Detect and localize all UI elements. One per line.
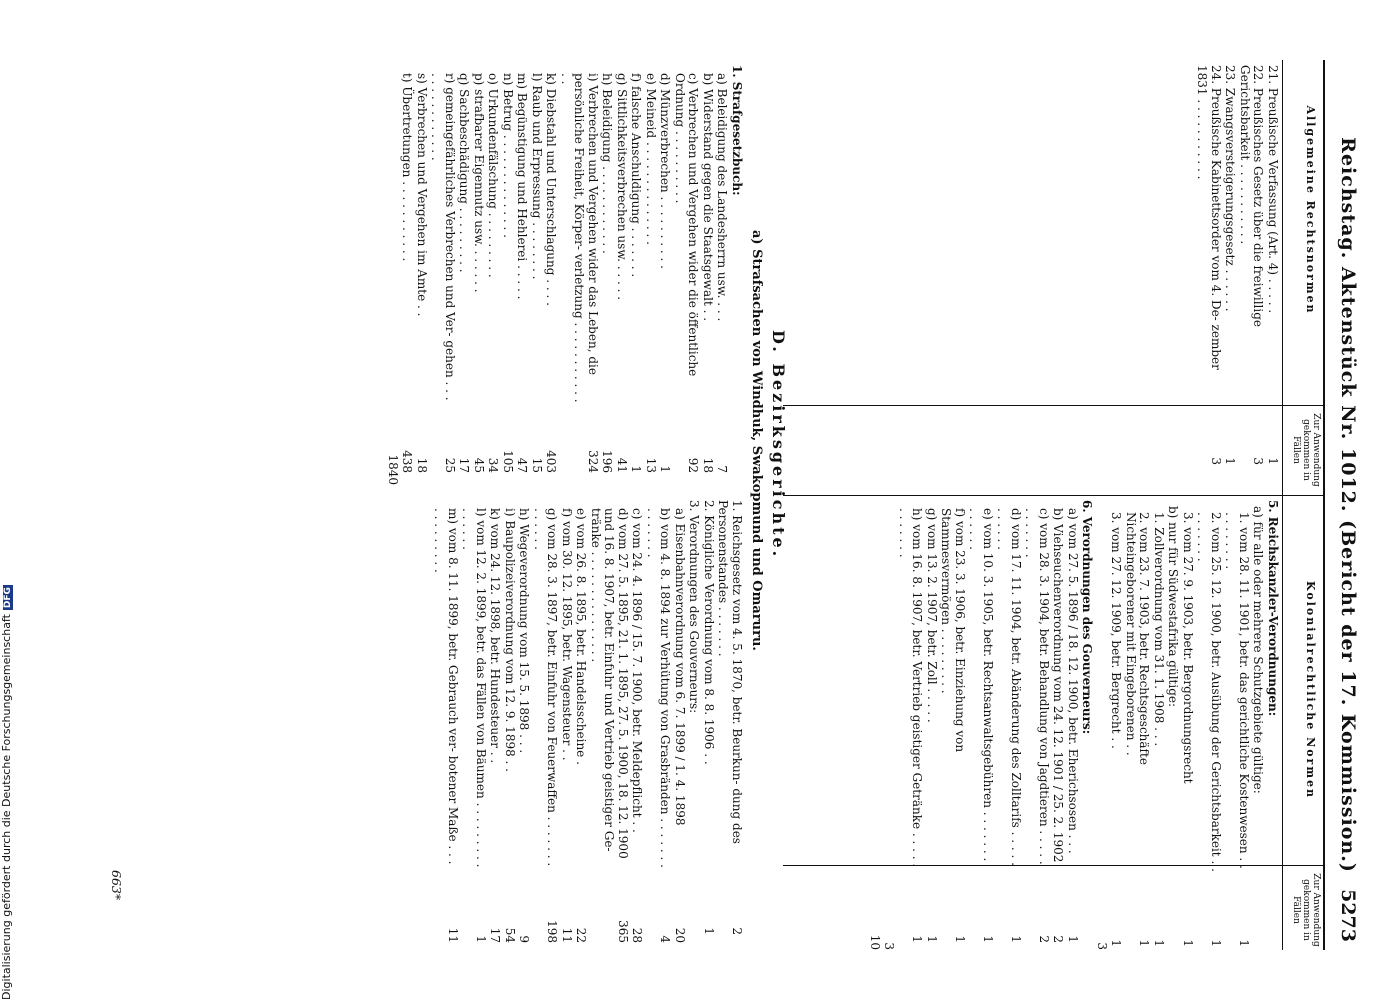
section-roman: D. (769, 330, 788, 355)
item-text: 22. Preußisches Gesetz über die freiwillige Gerichtsbarkeit . . . . . . . . . . . (1238, 65, 1266, 328)
list-item (882, 500, 896, 950)
item-count: 1 (953, 935, 967, 943)
section-heading (769, 330, 788, 560)
list-item (532, 500, 559, 950)
item-text: b) vom 4. 8. 1894 zur Verhütung von Grasbränden . . . . . . . . . . . . . . (645, 508, 673, 868)
list-item (658, 65, 673, 473)
item-count (1166, 866, 1180, 926)
item-text (1095, 500, 1109, 860)
list-item (415, 65, 429, 473)
item-text: s) Verbrechen und Vergehen im Amte . . (415, 73, 429, 317)
list-item (486, 65, 501, 473)
item-count: 1 (1066, 935, 1080, 943)
item-count: 2 (730, 927, 744, 935)
item-text: b) Widerstand gegen die Staatsgewalt . . (701, 73, 715, 322)
item-count: 47 (515, 457, 530, 473)
list-item (600, 65, 615, 473)
list-item (967, 500, 994, 950)
list-item (715, 65, 730, 473)
item-text: 6. Verordnungen des Gouverneurs: (1080, 500, 1095, 735)
list-item (1223, 500, 1250, 950)
list-item (716, 500, 743, 950)
item-text (868, 500, 882, 860)
item-count: 9 (517, 935, 532, 943)
item-count: 4 (658, 935, 673, 943)
list-item (400, 65, 415, 473)
item-text: e) vom 26. 8. 1895, betr. Handelsscheine . (574, 508, 589, 765)
list-item (429, 65, 457, 473)
item-count: 1840 (386, 454, 400, 485)
item-text: 23. Zwangsversteigerungsgesetz . . . . . . (1223, 65, 1238, 312)
list-item (1266, 500, 1280, 950)
list-item (644, 65, 658, 473)
right-column-head: Kolonialrechtliche Normen (1304, 581, 1317, 799)
list-item (460, 500, 487, 950)
list-item (386, 65, 400, 485)
right-top-list (867, 500, 1280, 950)
item-text: f) vom 30. 12. 1895, betr. Wagensteuer . . (560, 508, 574, 761)
item-count: 1 (1109, 939, 1124, 947)
item-count: 3 (882, 942, 897, 950)
list-item (925, 500, 939, 950)
item-text (882, 500, 896, 860)
item-count: 1 (910, 935, 925, 943)
item-count: 365 (616, 920, 630, 943)
item-count: 13 (644, 457, 658, 473)
list-item (995, 500, 1022, 950)
item-count: 438 (400, 450, 415, 473)
right-count-head: Zur Anwendung gekommen in Fällen (1291, 873, 1321, 947)
item-text: r) gemeingefährliches Verbrechen und Ver- gehen . . . . . . . . . . . . . . . (429, 73, 457, 401)
item-text: a) vom 27. 5. 1896 / 18. 12. 1900, betr. Eherichsosen . . . (1066, 508, 1080, 854)
item-count: 105 (501, 450, 515, 473)
item-text: a) Eisenbahnverordnung vom 6. 7. 1899 / 1. 4. 1898 (673, 508, 687, 826)
item-text: d) Münzverbrechen . . . . . . . . . . (658, 73, 673, 269)
list-item (1124, 500, 1151, 950)
list-item (1023, 500, 1050, 950)
side-note-text: Digitalisierung gefördert durch die Deutsche Forschungsgemeinschaft (0, 614, 13, 1000)
item-count (1266, 860, 1280, 920)
list-item (629, 65, 644, 473)
footer-mark: 663* (109, 870, 124, 901)
list-item (457, 65, 472, 473)
item-text: h) Beleidigung . . . . . . . . . . . . (600, 73, 615, 254)
item-count: 18 (415, 457, 429, 473)
list-item (1152, 500, 1166, 950)
item-count (730, 395, 744, 455)
item-text: d) vom 17. 11. 1904, betr. Abänderung des Zolltarifs . . . . . . . . . . . (995, 508, 1023, 866)
item-text: g) vom 13. 2. 1907, betr. Zoll . . . . . (925, 508, 939, 723)
list-item (645, 500, 672, 950)
list-item (1195, 500, 1222, 950)
left-column-head: Allgemeine Rechtsnormen (1304, 105, 1317, 315)
list-item (559, 65, 600, 473)
item-count: 1 (629, 465, 644, 473)
item-count: 1 (474, 935, 488, 943)
list-item (1195, 65, 1222, 465)
item-count: 1 (1137, 939, 1152, 947)
item-count: 1 (1152, 939, 1166, 947)
item-count: 17 (457, 457, 472, 473)
list-item (530, 65, 544, 473)
left-top-list (1194, 65, 1279, 465)
section-subheading: a) Strafsachen von Windhuk, Swakopmund und Omaruru. (749, 230, 764, 651)
list-item (1251, 500, 1265, 950)
left-bottom-list (385, 65, 744, 485)
item-count: 7 (715, 465, 730, 473)
item-text: l) vom 12. 2. 1899, betr. das Fällen von Bäumen . . . . . . . . . . . . . . . (460, 508, 488, 868)
item-count (687, 860, 701, 935)
item-text: e) Meineid . . . . . . . . . . . . . . (644, 73, 658, 245)
item-count: 11 (446, 927, 460, 943)
item-text: 2. Königliche Verordnung vom 8. 8. 1906 . . (702, 500, 716, 765)
list-item (432, 500, 459, 950)
list-item (1238, 65, 1265, 465)
item-count: 45 (472, 457, 486, 473)
item-text: e) vom 10. 3. 1905, betr. Rechtsanwaltsgebühren . . . . . . . . . . . . . (967, 508, 995, 862)
item-count: 22 (574, 927, 589, 943)
item-count: 17 (488, 927, 503, 943)
item-count: 2 (1037, 935, 1051, 943)
item-text: p) strafbarer Eigennutz usw. . . . . . . (472, 73, 486, 293)
list-item (488, 500, 502, 950)
list-item (517, 500, 531, 950)
item-text: 1. Strafgesetzbuch: (730, 65, 744, 196)
item-text: 2. vom 23. 7. 1903, betr. Rechtsgeschäfte Nichteingeborener mit Eingeborenen . . (1124, 512, 1152, 765)
list-item (615, 65, 629, 473)
item-text: 3. Verordnungen des Gouverneurs: (687, 500, 702, 714)
list-item (1266, 65, 1280, 465)
item-count: 18 (701, 457, 715, 473)
item-count: 92 (686, 457, 701, 473)
item-text: b) Viehseuchenverordnung vom 24. 12. 1901 / 25. 2. 1902 (1051, 508, 1066, 863)
item-text: 3. vom 27. 12. 1909, betr. Bergrecht . . (1109, 512, 1124, 749)
page-number: 5273 (1337, 889, 1359, 942)
item-count: 324 (586, 450, 600, 473)
item-count: 1 (658, 465, 673, 473)
item-text: i) Verbrechen und Vergehen wider das Leben, die persönliche Freiheit, Körper- verletzung . . . . . . . . . . . . . (559, 73, 600, 403)
list-item (544, 65, 559, 473)
list-item (687, 500, 701, 950)
item-count: 25 (443, 457, 457, 473)
item-count: 15 (530, 457, 544, 473)
list-item (1181, 500, 1195, 950)
item-text: k) vom 24. 12. 1898, betr. Hundesteuer . . (488, 508, 503, 764)
item-count: 54 (503, 927, 517, 943)
page-header (1323, 60, 1365, 950)
item-text: c) vom 24. 4. 1896 / 15. 7. 1900, betr. Meldepflicht . . (630, 508, 645, 833)
item-count: 11 (560, 927, 574, 943)
item-count: 10 (868, 934, 882, 950)
dfg-logo: DFG (3, 587, 13, 609)
item-text: b) nur für Südwestafrika gültige: (1166, 506, 1181, 708)
item-text: a) Beleidigung des Landesherrn usw. . . . (715, 73, 730, 322)
item-text: t) Übertretungen . . . . . . . . . . . (400, 73, 415, 262)
item-count: 198 (545, 920, 560, 943)
item-text: 2. vom 25. 12. 1900, betr. Ausübung der Gerichtsbarkeit . . . . . . . . . (1195, 512, 1223, 872)
list-item (702, 500, 716, 950)
item-count: 3 (1251, 457, 1266, 465)
item-text: f) falsche Anschuldigung . . . . . . . (629, 73, 644, 278)
list-item (897, 500, 924, 950)
item-text: m) vom 8. 11. 1899, betr. Gebrauch ver- botener Maße . . . . . . . . . . . . (432, 508, 460, 865)
item-count: 1 (1266, 457, 1280, 465)
list-item (515, 65, 530, 473)
head-rule (1282, 60, 1283, 950)
item-count: 3 (1209, 457, 1223, 465)
item-text: d) vom 27. 5. 1895, 21. 1. 1895, 27. 5. 1900, 18. 12. 1900 und 16. 8. 1907, betr. Einfuhr und Vertrieb geistiger Ge- tränke . . . . . . . . . . . . . . . (589, 508, 630, 859)
item-text: l) Raub und Erpressung . . . . . . . . (530, 73, 544, 280)
item-count: 196 (600, 450, 615, 473)
item-count: 403 (544, 450, 559, 473)
item-text: o) Urkundenfälschung . . . . . . . . . (486, 73, 501, 278)
section-title: Bezirksgerichte. (769, 363, 788, 560)
page-title: Reichstag. Aktenstück Nr. 1012. (Bericht der 17. Kommission.) (1337, 137, 1359, 873)
list-item (560, 500, 574, 950)
item-text: c) Verbrechen und Vergehen wider die öffentliche Ordnung . . . . . . . . . . (673, 73, 701, 377)
list-item (939, 500, 966, 950)
item-count: 1 (1009, 935, 1023, 943)
list-item (589, 500, 630, 950)
item-count: 20 (673, 927, 687, 943)
list-item (1051, 500, 1065, 950)
item-count: 1 (1209, 939, 1223, 947)
list-item (1066, 500, 1080, 950)
item-text: 1. vom 28. 11. 1901, betr. das gerichtliche Kostenwesen . . . . . . . . . . (1223, 512, 1251, 869)
item-count: 41 (615, 457, 629, 473)
item-text: h) Wegeverordnung vom 15. 5. 1898 . . . (517, 508, 532, 754)
list-item (1223, 65, 1237, 465)
item-text: i) Baupolizeiverordnung vom 12. 9. 1898 . . (503, 508, 517, 772)
list-item (630, 500, 644, 950)
item-text: 24. Preußische Kabinettsorder vom 4. De- zember 1831 . . . . . . . . . . . (1195, 65, 1223, 370)
item-count: 1 (1223, 457, 1238, 465)
item-count (1251, 866, 1265, 926)
item-count: 34 (486, 457, 501, 473)
list-item (501, 65, 515, 473)
list-item (868, 500, 882, 950)
list-item (1095, 500, 1109, 950)
list-item (574, 500, 588, 950)
list-item (503, 500, 517, 950)
item-count: 1 (1237, 939, 1251, 947)
list-item (673, 65, 701, 473)
item-text: 21. Preußische Verfassung (Art. 4) . . . . . (1266, 65, 1280, 314)
item-text: m) Begünstigung und Hehlerei . . . . . (515, 73, 530, 300)
item-count: 2 (1051, 935, 1066, 943)
right-bottom-list (431, 500, 743, 950)
list-item (1166, 500, 1180, 950)
list-item (701, 65, 715, 473)
list-item (673, 500, 687, 950)
item-text: c) vom 28. 3. 1904, betr. Behandlung von Jagdtieren . . . . . . . . . . . . (1023, 508, 1051, 865)
item-text: g) Sittlichkeitsverbrechen usw. . . . . . (615, 73, 629, 301)
item-count: 1 (1181, 939, 1195, 947)
item-text: 5. Reichskanzler-Verordnungen: (1266, 500, 1280, 717)
item-text: q) Sachbeschädigung . . . . . . . . . (457, 73, 472, 273)
side-note (0, 0, 14, 1000)
left-count-head: Zur Anwendung gekommen in Fällen (1291, 413, 1321, 487)
item-text (386, 65, 400, 395)
list-item (1080, 500, 1094, 950)
item-text: 1. Reichsgesetz vom 4. 5. 1870, betr. Beurkun- dung des Personenstandes . . . . . . . (716, 500, 744, 844)
item-count: 1 (981, 935, 995, 943)
item-text: a) für alle oder mehrere Schutzgebiete gültige: (1251, 506, 1266, 794)
item-text: g) vom 28. 3. 1897, betr. Einfuhr von Feuerwaffen . . . . . . . . . . . . . (532, 508, 560, 867)
column-divider (783, 495, 1323, 496)
item-text: 1. Zollverordnung vom 31. 1. 1908 . . . (1152, 512, 1166, 747)
item-text: k) Diebstahl und Unterschlagung . . . . (544, 73, 559, 306)
item-text: h) vom 16. 8. 1907, betr. Vertrieb geistiger Getränke . . . . . . . . . . . . (897, 508, 925, 868)
item-text: n) Betrug . . . . . . . . . . . . . . (501, 73, 515, 238)
list-item (472, 65, 486, 473)
item-count (1080, 860, 1094, 920)
item-count: 1 (702, 927, 716, 935)
item-text: f) vom 23. 3. 1906, betr. Einziehung von Stammesvermögen . . . . . . . . . (939, 508, 967, 753)
item-count: 28 (630, 927, 645, 943)
list-item (1109, 500, 1123, 950)
item-count: 3 (1095, 942, 1109, 950)
item-count: 1 (925, 935, 939, 943)
list-item (730, 65, 744, 465)
item-text: 3. vom 27. 9. 1903, betr. Bergordnungsrecht (1181, 512, 1195, 784)
